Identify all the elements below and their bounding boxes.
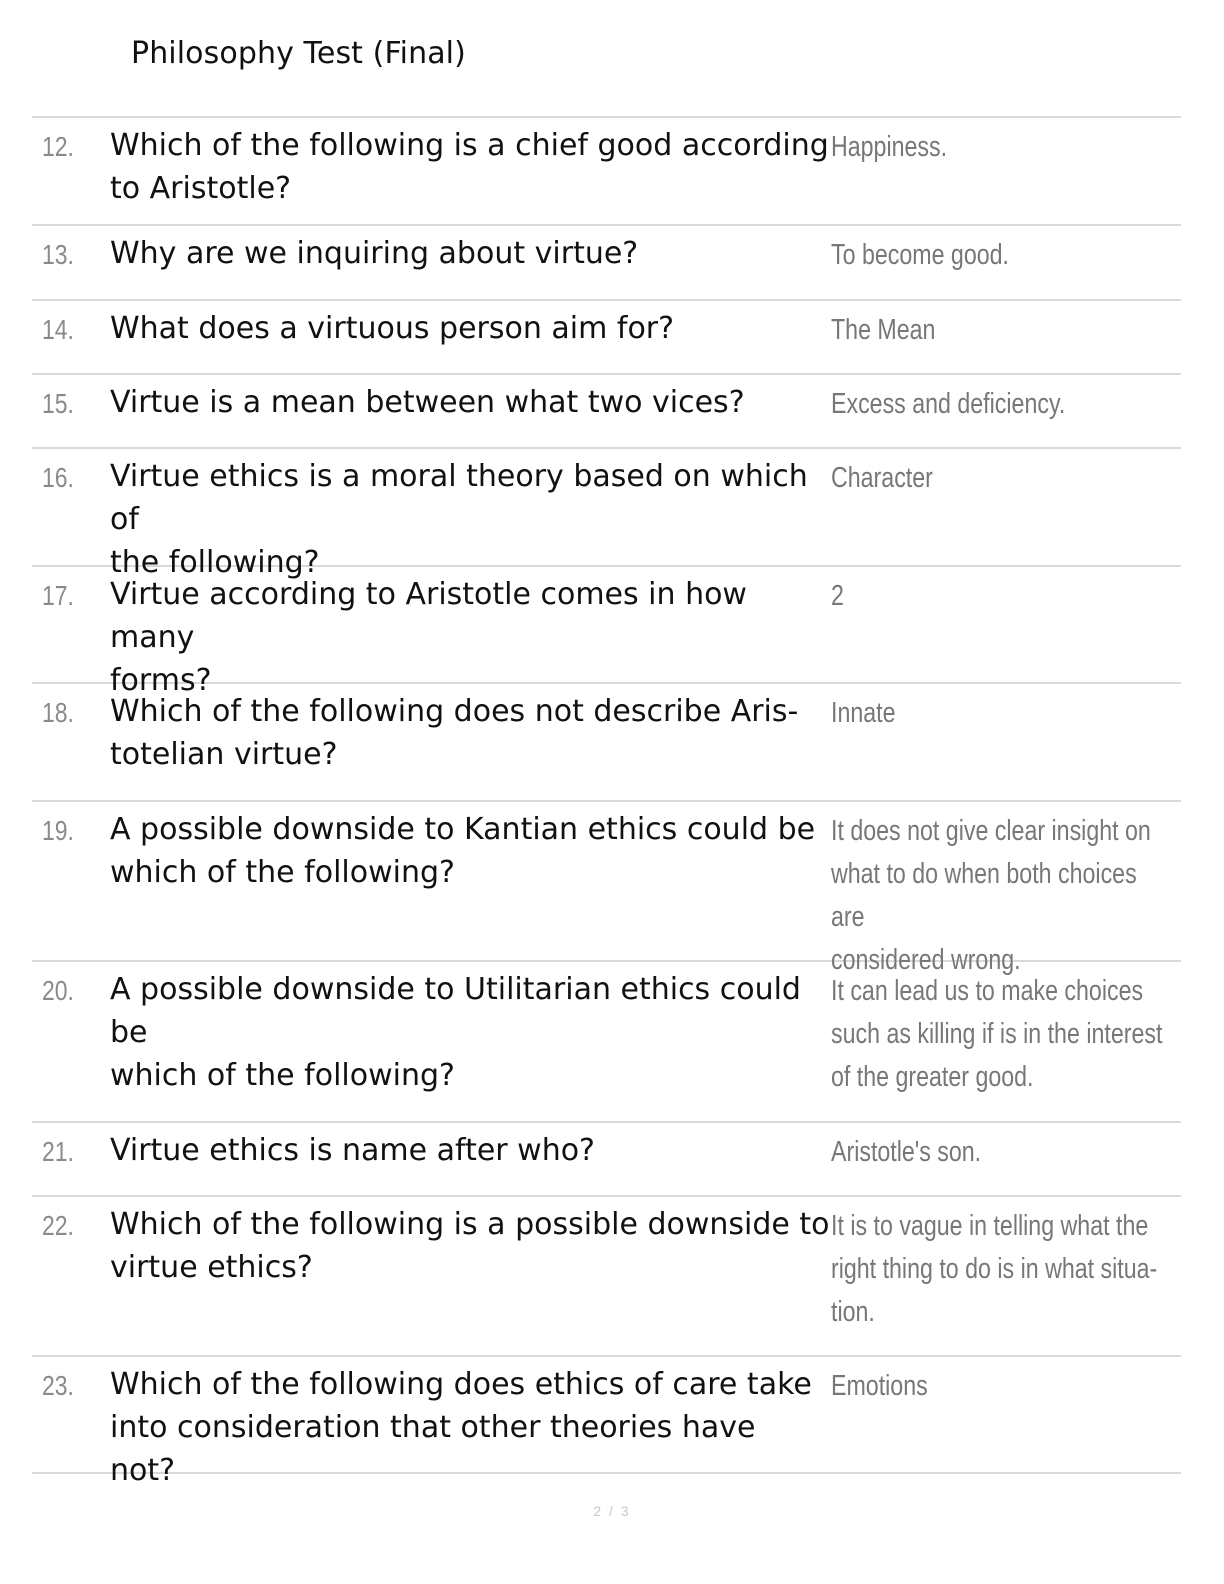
question-text: Virtue is a mean between what two vices? (110, 385, 745, 420)
question-text: Which of the following does ethics of care take into consideration that other theories have not? (110, 1367, 812, 1488)
page-number: 2 / 3 (593, 1503, 631, 1519)
question-number: 14. (42, 314, 74, 345)
question-text: Which of the following does not describe Aris- totelian virtue? (110, 694, 799, 772)
document-title: Philosophy Test (Final) (131, 36, 466, 71)
question-row (32, 1357, 1181, 1488)
answer-text: The Mean (831, 314, 936, 346)
question-number: 18. (42, 697, 74, 728)
question-row (32, 1197, 1181, 1357)
question-text: What does a virtuous person aim for? (110, 311, 675, 346)
answer-text: It does not give clear insight on what to do when both choices are considered wrong. (831, 815, 1151, 976)
question-number: 17. (42, 580, 74, 611)
question-number: 16. (42, 462, 74, 493)
question-row (32, 1123, 1181, 1197)
question-number: 19. (42, 815, 74, 846)
question-row (32, 118, 1181, 226)
answer-text: Emotions (831, 1370, 928, 1402)
question-text: A possible downside to Utilitarian ethics could be which of the following? (110, 972, 801, 1093)
question-row (32, 226, 1181, 301)
question-row (32, 802, 1181, 976)
question-text: Why are we inquiring about virtue? (110, 236, 639, 271)
question-text: Virtue ethics is name after who? (110, 1133, 595, 1168)
answer-text: 2 (831, 580, 844, 612)
question-row (32, 375, 1181, 449)
question-answer-table (32, 116, 1181, 1488)
question-row (32, 449, 1181, 580)
answer-text: Innate (831, 697, 896, 729)
answer-text: Happiness. (831, 131, 948, 163)
answer-text: To become good. (831, 239, 1009, 271)
question-number: 20. (42, 975, 74, 1006)
answer-text: It is to vague in telling what the right thing to do is in what situa- tion. (831, 1210, 1158, 1328)
question-text: Virtue ethics is a moral theory based on which of the following? (110, 459, 808, 580)
question-text: Which of the following is a chief good according to Aristotle? (110, 128, 829, 206)
question-row (32, 684, 1181, 802)
answer-text: It can lead us to make choices such as killing if is in the interest of the greater good. (831, 975, 1163, 1093)
question-row (32, 301, 1181, 375)
question-text: Which of the following is a possible downside to virtue ethics? (110, 1207, 830, 1285)
question-number: 23. (42, 1370, 74, 1401)
question-number: 12. (42, 131, 74, 162)
question-number: 15. (42, 388, 74, 419)
answer-text: Aristotle's son. (831, 1136, 982, 1168)
question-number: 13. (42, 239, 74, 270)
question-row (32, 962, 1181, 1123)
answer-text: Character (831, 462, 933, 494)
question-number: 22. (42, 1210, 74, 1241)
question-text: A possible downside to Kantian ethics could be which of the following? (110, 812, 816, 890)
question-row (32, 567, 1181, 698)
question-number: 21. (42, 1136, 74, 1167)
answer-text: Excess and deficiency. (831, 388, 1066, 420)
question-text: Virtue according to Aristotle comes in how many forms? (110, 577, 747, 698)
